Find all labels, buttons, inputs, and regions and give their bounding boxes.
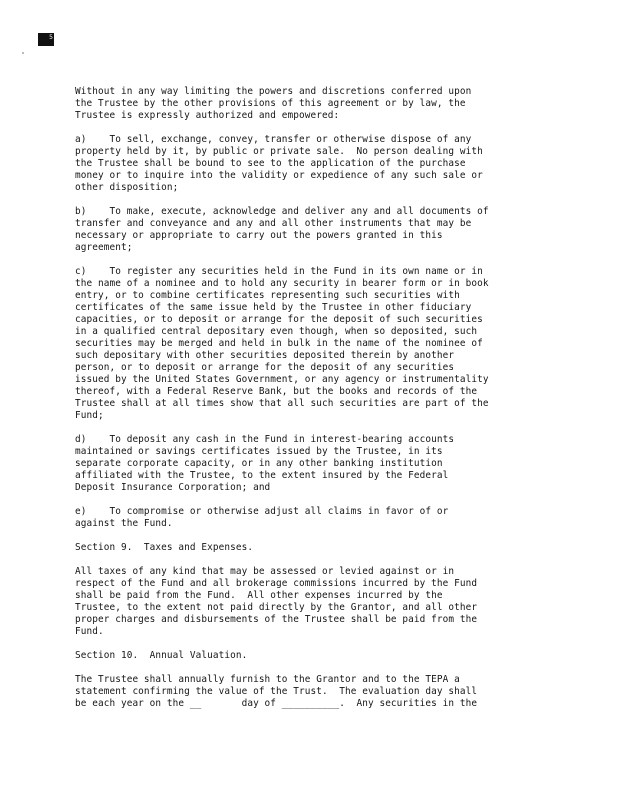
section-9-heading: Section 9. Taxes and Expenses. xyxy=(75,542,254,553)
section-10-heading: Section 10. Annual Valuation. xyxy=(75,650,248,661)
intro-paragraph: Without in any way limiting the powers and discretions conferred upon the Trustee by the other provisions of this agreement or by law, the Trustee is expressly authorized and empowered: xyxy=(75,86,472,121)
scan-corner-mark xyxy=(38,33,54,46)
document-body xyxy=(75,86,545,722)
power-item-c: c) To register any securities held in the Fund in its own name or in the name of a nominee and to hold any security in bearer form or in book entry, or to combine certificates representing such securities with certificates of the same issue held by the Trustee in other fiduciary capacities, or to deposit or arrange for the deposit of such securities in a qualified central depositary even though, when so deposited, such securities may be merged and held in bulk in the name of the nominee of such depositary with other securities deposited therein by another person, or to deposit or arrange for the deposit of any securities issued by the United States Government, or any agency or instrumentality thereof, with a Federal Reserve Bank, but the books and records of the Trustee shall at all times show that all such securities are part of the Fund; xyxy=(75,266,489,421)
power-item-d: d) To deposit any cash in the Fund in interest-bearing accounts maintained or savings certificates issued by the Trustee, in its separate corporate capacity, or in any other banking institution affiliated with the Trustee, to the extent insured by the Federal Deposit Insurance Corporation; and xyxy=(75,434,455,493)
scan-speck xyxy=(22,52,24,54)
power-item-a: a) To sell, exchange, convey, transfer or otherwise dispose of any property held by it, by public or private sale. No person dealing with the Trustee shall be bound to see to the application of the purchase money or to inquire into the validity or expedience of any such sale or other disposition; xyxy=(75,134,483,193)
section-9-text: All taxes of any kind that may be assessed or levied against or in respect of the Fund and all brokerage commissions incurred by the Fund shall be paid from the Fund. All other expenses incurred by the Trustee, to the extent not paid directly by the Grantor, and all other proper charges and disbursements of the Trustee shall be paid from the Fund. xyxy=(75,566,478,637)
corner-mark-label: 5 xyxy=(49,34,53,41)
power-item-b: b) To make, execute, acknowledge and deliver any and all documents of transfer and conveyance and any and all other instruments that may be necessary or appropriate to carry out the powers granted in this agreement; xyxy=(75,206,489,253)
section-10-text: The Trustee shall annually furnish to the Grantor and to the TEPA a statement confirming the value of the Trust. The evaluation day shall be each year on the __ day of __________. Any securities in the xyxy=(75,674,478,709)
power-item-e: e) To compromise or otherwise adjust all claims in favor of or against the Fund. xyxy=(75,506,449,529)
